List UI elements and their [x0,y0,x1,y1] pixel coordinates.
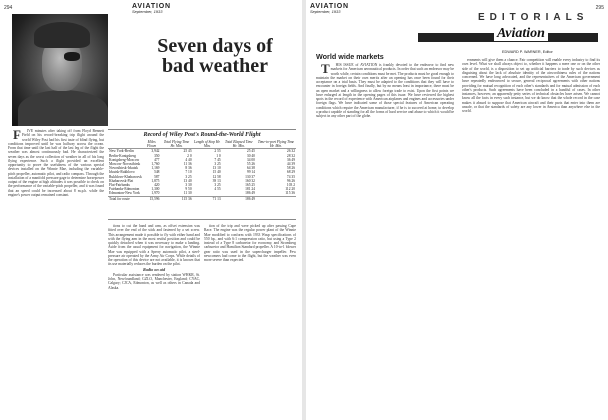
record-total-cell: Total for route [108,196,143,201]
magazine-title: AVIATION [310,3,349,10]
record-cell: 1,970 [151,191,160,196]
record-header-cell: Length of Stop Hr. Min. [193,140,221,149]
page-number-right: 295 [595,5,604,11]
record-cell: 1,760 [151,162,160,167]
record-cell: Berlin-Konigsberg [109,153,136,158]
record-cell: New York-Berlin [109,149,134,154]
record-cell: 13 40 [183,178,192,183]
record-header-cell: Total Flying Time Hr. Min. [160,140,192,149]
record-cell: Konigsberg-Moscow [109,157,140,162]
record-cell: 36 49 [286,157,295,162]
record-cell: 160 32 [245,178,255,183]
record-cell: 99 14 [246,170,255,175]
record-cell: 115 36 [285,191,295,196]
record-cell: 3 30 [185,183,192,188]
left-column-2 [108,224,200,416]
record-cell: 39 13 [212,178,221,183]
record-cell: Flat-Fairbanks [109,183,130,188]
right-col2-text: ernments will give them a chance. Fair competition will enable every industry to find its own level. What we shall always object to, whether it happens a mere one or on the other side of the world, is a disposition to set up artificial barriers to trade by such devices as disguising about the lack of absolute identity of the airworthiness rules of the nations concerned. We have long advocated, and the representatives of the American government have repeatedly endeavored to secure, general reciprocal agreements with other nations providing for mutual recognition of each other's standards and for mutual admission of each other's products. Such agreements have been concluded in a handful of cases. In other instances, however, an apparently petty series of technical obstacles have arisen. We cannot know all the facts in every such instance, but we do know that the whole record in the case makes it absurd to suppose that American aircraft and their parts that enter into them are unsafe, or that the standards of safety are any lower in America than anywhere else in the world. [462,58,600,113]
record-cell: 350 [154,153,160,158]
record-cell: 34 00 [246,157,255,162]
record-cell: 420 [154,183,160,188]
record-cell: 58 26 [286,166,295,171]
editorial-heading: World wide markets [316,52,384,61]
record-cell: 11 30 [183,191,192,196]
record-cell: Rukhlovo-Khabarovsk [109,174,142,179]
record-cell: 103 2 [286,183,295,188]
record-table-box [108,129,296,220]
record-cell: 11 36 [183,162,192,167]
record-cell: Fairbanks-Edmonton [109,187,140,192]
left-magazine-title: AVIATION [132,3,171,10]
record-cell: 7 10 [185,170,192,175]
record-cell: 2 0 [187,153,192,158]
record-cell: 130 37 [245,174,255,179]
record-total-cell: 71 13 [193,196,222,201]
aviation-logo: Aviation [494,26,548,42]
record-cell: 548 [154,170,160,175]
record-cell: Moscow-Novosibirsk [109,162,141,167]
record-cell: 96 26 [286,178,295,183]
drop-cap-t: T [321,63,330,76]
record-table-title: Record of Wiley Post's Round-the-World Flight [143,132,261,138]
record-cell: Khabarovsk-Flat [109,178,134,183]
record-header-cell: Total Elapsed Time Hr. Min. [222,140,256,149]
record-cell: 181 24 [245,187,255,192]
record-cell: 9 50 [185,187,192,192]
record-cell: 4 55 [214,187,221,192]
record-header-cell [108,140,143,149]
left-col3-text: tion of the trip and were picked up after passing Cape Race. The engine was the regular power plant of the Winnie Mae modified to conform with 1933 Wasp specifications of 550 hp., and with 6:1 compression ratio, but using a Type 2 instead of a Type 8 carburetor for economy, and Stromberg carburetor and Hamilton Standard propeller. A 10-to-1 blower gear ratio was used in the supercharger impeller. Few newcomers had come to the flight, but the weather was even more severe than expected. [204,224,296,262]
left-column-3 [204,224,296,416]
record-cell: 64 38 [246,166,255,171]
record-total-cell: 186 49 [222,196,256,201]
record-cell: Irkutsk-Rukhlovo [109,170,135,175]
section-title: EDITORIALS [478,12,589,23]
record-cell: 68 29 [286,170,295,175]
record-cell: 13 10 [212,166,221,171]
record-cell: 1,169 [151,166,160,171]
record-cell: 28 32 [286,153,295,158]
radio-subhead: Radio on aid [142,266,166,272]
record-cell: 30 40 [246,153,255,158]
record-cell: 477 [154,157,160,162]
record-header-cell: Miles Flown [143,140,161,149]
record-total-cell: 15,596 [143,196,161,201]
record-cell: 55 26 [246,162,255,167]
record-cell: Edmonton-New York [109,191,140,196]
drop-cap: F [13,129,21,142]
left-masthead [132,3,171,15]
left-col2b-text: Particular assistance was rendered by station WHKR, St. John, Newfoundland; GZLO, Manchester, England; CYAC, Calgary; CJCA, Edmonton, as well as others in Canada and Alaska. [108,272,200,290]
record-total-cell [256,196,296,201]
record-table [108,140,296,201]
record-total-cell: 115 36 [160,196,192,201]
record-cell: 3 25 [185,174,192,179]
issue-date: September, 1933 [310,9,341,15]
editor-credit: EDWARD P. WARNER, Editor [502,50,553,54]
page-number-left: 294 [4,5,13,11]
record-cell: 1 0 [216,153,221,158]
record-cell: 26 32 [286,149,295,154]
right-masthead [310,3,349,15]
record-cell: 8 36 [185,166,192,171]
right-col1-text: HIS ISSUE of AVIATION is frankly devoted to the endeavor to find new markets for American aeronautical products. In order that such an endeavor may be worth while, certain conditions must be met. The products must be good enough to maintain the market on their own merits after an opening has once been found for their acceptance on a trial basis. They must be adapted to the conditions that they will have to encounter in foreign fields. And finally, but by no means least in importance, there must be an open market and a willingness to allow foreign trade to exist. Upon the first points we have enlarged at length in the opening pages of this issue. We have reviewed the highest spots in the record of experience with American airplanes and engines and accessories under foreign flags. We have indicated some of those special features of American operating conditions which require the American manufacturer, if he is to succeed at home, to develop a product capable of standing for all the forms of hard service and abuse to which it would be subject in any other part of the globe. [316,63,454,118]
record-total-row [108,196,296,201]
record-cell: 3 25 [214,183,221,188]
record-cell: 25 45 [246,149,255,154]
left-col1-text: IVE minutes after taking off from Floyd Bennett Field on his record-breaking trip flight around the world Wiley Post had his first taste of blind flying, but conditions improved until he was halfway across the ocean. From that time until the last half of the last leg of the flight the weather was almost continuously bad. He characterized the seven days as the worst collection of weather in all of his long flying experience. Such a flight provided an excellent opportunity to prove the usefulness of the various special devices installed on the Winnie Mae, including the variable-pitch propeller, automatic pilot, and radio compass. Through the installation of a manifold pressure gage to determine horsepower output of the engine at high altitudes it was possible to check on the performance of the variable-pitch propeller, and it was found that an speed could be increased about 8 m.p.h. while the engine's power output remained constant. [8,129,104,197]
record-cell: 44 39 [286,162,295,167]
pilot-photo [12,14,108,126]
record-cell: 1,875 [151,178,160,183]
left-date: September, 1933 [132,9,163,15]
record-cell: 112 20 [285,187,295,192]
record-cell: 7 45 [214,157,221,162]
record-cell: 3 25 [214,162,221,167]
record-cell: 15 40 [212,170,221,175]
record-cell: 4 40 [185,157,192,162]
record-header-cell: Time-to-port Flying Time Hr. Min. [257,140,295,149]
record-cell: Novosibirsk-Irkutsk [109,166,138,171]
left-col2-text: tions to cut the hand and arm, as offset extension was fitted over the end of the stick and fastened by a set screw. This arrangement made it possible to fly with either hand and with the flying arm in the most restful position and could be quickly detached when it was necessary to make a landing. Aside from the usual equipment for navigation, the Winnie Mae was equipped with a Sperry automatic pilot, a steel-pressure air operated by the Army Air Corps. While details of the operation of this device are not available, it is known that its use materially reduces the burden on the pilot. [108,224,200,267]
record-cell: 587 [154,174,160,179]
record-cell: 74 35 [286,174,295,179]
record-cell: 186 49 [245,191,255,196]
record-cell: 12 58 [212,174,221,179]
right-page [306,0,608,420]
record-cell: 25 45 [183,149,192,154]
record-cell: 3,942 [151,149,160,154]
record-cell: 2 55 [214,149,221,154]
record-cell: 1,300 [151,187,160,192]
right-column-1 [316,63,454,415]
right-column-2 [462,58,600,415]
left-page [0,0,302,420]
record-cell: 165 25 [245,183,255,188]
article-headline: Seven days of bad weather [157,35,273,78]
left-column-1 [8,129,104,415]
